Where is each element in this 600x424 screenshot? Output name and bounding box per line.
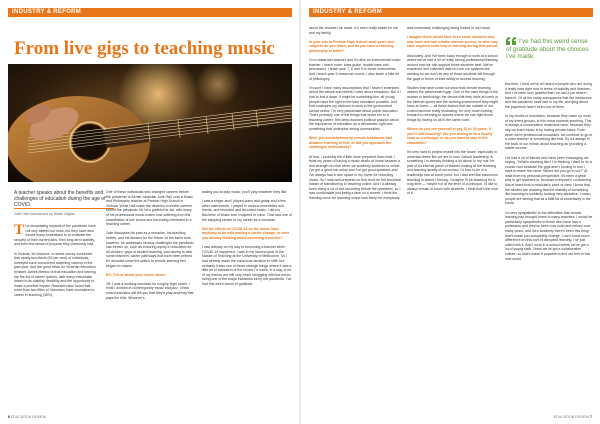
pull-quote: I've had this weird sense of gratitude about the choices I've made. [506,38,589,61]
column-paragraph: this time. I think we've all heard of people who are doing it really hard right now in terms of stability and finances. And I've been very grateful that I've had a job where I haven't. Of all the many annoyances that the lockdowns and the pandemic have had in my life, worrying about the paycheck hasn't been one of them. [505,82,592,109]
standfirst-rule [14,208,114,209]
column-right-3 [505,82,593,410]
interview-answer: JH: I was a working musician for roughly eight years. I think I worked in contemporary music and jazz. I think most musicians will tell you that they'd play anything that pays the bills. Whoever's [106,281,194,300]
interview-answer: I'm a classroom teacher and I'm also an instrumental music teacher. I teach voice, bass guitar, double bass and percussion. I teach year 7, 8 and 9 or those instruments. And I teach year 9 classroom music. I also teach a little bit of philosophy. [309,58,401,81]
column-paragraph: asking you to play music, you'll play whatever they like. [202,190,288,194]
interview-question: Did the effects of COVID-19 on the music have anything to do with making a career change, or were you already thinking about becoming a teacher? [202,226,290,240]
column-left-3 [202,190,292,410]
column-paragraph: I'm sure I have many assumptions that I haven't examined about the values and beliefs I have about education. But if I had to boil it down, it might be something like: all young people have the right to the best education possible. And that underpins my decision to work in the government school sector. I'm very passionate about public education. That's probably one of the things that drove me to a teaching career; this deep-founded political passion about the importance of education as a democratic right and something that underpins strong communities. [309,85,401,132]
interview-answer: It's very hard to project myself into the future, especially in uncertain times like we are in now. School leadership is something I'm already thinking a lot about; in my role I'm part of an internal panel of leaders looking at the teaching and learning quality of our school. I'd love to be in a leadership role at some point, but I also feel like classroom teaching is where I belong. I imagine I'll be teaching for a long time — maybe not at the level of a principal. I'd like to always remain in touch with students. I think that's the core of it. [407,150,499,196]
folio-right [554,415,592,419]
column-left-2 [106,190,194,410]
column-paragraph: about the choices I've made. It's been really stable for me and my family. [309,26,399,35]
article-title: From live gigs to teaching music [14,38,275,59]
column-right-2 [407,26,499,410]
column-paragraph: In my circles of musicians, because they make up most of my friend groups, is this move towards teaching. This is always a conversation musicians have, because they say we learn music is by having private tutors. Even when we're professional musicians, we continue to go to a voice teacher or something like that. So it's always in the back of our minds; about teaching as providing a stable income. [505,114,593,151]
column-paragraph: I'm very sympathetic to the difficulties that remote learning has brought home to many teachers. I would be particularly sympathetic to those who have had a profession and they've been rock solid and refined over many years, and then suddenly there's been this thing that's made you completely change. I don't know much different from this sort of disrupted learning. I've just rolled with it. And I work in a school where we've got a lot of young staff. I think we've got a collaborative culture, so that's made it possible to find our feet in this new world. [505,210,593,261]
article-standfirst: A teacher speaks about the benefits and challenges of education during the age of COVID. [14,190,106,209]
column-paragraph: One of these individuals who changed careers before the pandemic is former musician Julie Hall, now a Music and Philosophy teacher at Preston High School in Victoria. While Hall made the decision to switch careers before the pandemic hit, he's grateful he did, with many of his professional music mates now suffering from the cancellation of live shows and becoming interested in a teaching career. [106,190,193,227]
article-byline: Julie Hall Interviewed by Wade Zaglas [14,212,75,216]
column-paragraph: The devastating impacts of the pandemic have not only altered our lives, but they have also forced many Australians to re-evaluate the security of their current jobs, their long-term stability, and even the sense of purpose they previously had. [14,224,96,247]
section-label: INDUSTRY & REFORM [12,9,82,15]
column-left-1 [14,224,98,410]
interview-answer: At first, I probably felt a little more prepared than most. I think my years of having a music studio at home became a real strength of mine when we suddenly switched to online. I've got a good mic setup and I've got good speakers and I've always had a nice space in my home for recording music. So I was well prepared on that front for the technical hassle of transitioning to teaching online. And I'd already been doing a lot of self-recording before the pandemic, so I was comfortable just being a face on a screen. I think the learning curve for teaching online was steep for everybody. [309,154,401,200]
column-right-1 [309,26,401,410]
interview-question: Where do you see yourself in say 10 or 20 years, if you're still teaching? Are you aiming to be a faculty head or a principal, or do you want to stay in the classroom? [407,127,493,145]
column-paragraph: Studies that have come out show that remote learning widens the achievement gap. One of the main things is the access to technology; the device that they have at home or the internet speed and the working environment they might have at home — all these factors that are outside of our control become really frustrating. I'm very much looking forward to returning to spaces where we can fight those things by having us all in the same room. [407,85,499,122]
column-paragraph: In Victoria, for instance, a recent survey concluded that nearly two-thirds (62 per cent) of individuals surveyed have considered switching careers in the past year. And the good news for Victorian education minister James Merlino is that education and training top the list of career options, with many individuals drawn to its stability, flexibility and the opportunity to make a positive impact. Research also found that more than two-fifths of Victorians have considered a career in teaching (45%). [14,251,96,297]
column-paragraph: I was a singer and I played piano and guitar and a few other instruments. I played in various ensembles and bands, and recorded and recorded music. I did my Bachelor of Music and I majored in voice. That was one of the stepping stones to my career as a musician. [202,199,292,222]
folio-left [8,415,46,419]
guitar-photo [8,64,292,182]
left-page [0,0,299,424]
section-header-bar [8,8,292,17]
page-number: 6 [8,415,10,419]
interview-question: In your role at Preston High School what years and subjects do you teach, and do you have a teaching philosophy or belief? [309,39,394,53]
publication-name: EDUCATION REVIEW [10,415,47,419]
column-paragraph: I've had a lot of friends who have been messaging me saying, "What's teaching like? I'm thinking I want to do a course now because the gigs aren't coming in and I want to make the move. Where did you go to uni?" At least from my personal perspective, it's been a great way to get teachers in, because everyone's considering this at least from a musician's point of view. I know that the studies are showing that the stability of something like teaching is suddenly looking very attractive. I mean, people are seeing that as a little bit of uncertainty in the future. [505,155,592,206]
publication-name: EDUCATION REVIEW [553,415,590,419]
interview-answer: Absolutely. And I've been lucky enough to work at a school where we've had a lot of really strong professional thinking around how we can support those students best. We've examined and collected data on how our systems are working so we don't let any of those students fall through the gaps in terms of their ability to access learning. [407,53,498,81]
column-paragraph: Julie discusses his past as a musician, his teaching beliefs, and his dreams for the future. At the same time, however, he addresses serious challenges the pandemic has thrown up, such as ensuring equity in education for all children, gaps in student learning, and having to alter some teachers' career pathways that have been refined for decades since the switch to remote learning first began en masse. [106,231,194,268]
interview-question: Were you overwhelmed by remote lockdowns and distance learning at first, or did you approach the challenges methodically? [309,136,392,150]
section-header-bar [309,8,593,17]
drop-cap: T [14,224,25,238]
page-number: 7 [590,415,592,419]
column-paragraph: was immensely challenging being locked in my house. [407,26,492,30]
interview-question: I imagine there would have been some students who may have not had reliable internet access, or who may have required extra help in learning during that period. [407,35,499,49]
guitar-image [8,64,292,182]
right-page [301,0,600,424]
section-label: INDUSTRY & REFORM [313,9,383,15]
interview-answer: I was already on my way to becoming a teacher when COVID-19 happened. I was in my second year of the Master of Teaching at the University of Melbourne. So I had already made the conscious decision to shift, but certainly it was one of those strange things where it was a little bit of validation of the choice I'd made, in a way. A lot of my friends are still very much struggling with the music being one of the major industries hit by the pandemic. I've had this weird sense of gratitude [202,245,292,286]
interview-question: ES: Tell us about your music career. [106,272,167,277]
